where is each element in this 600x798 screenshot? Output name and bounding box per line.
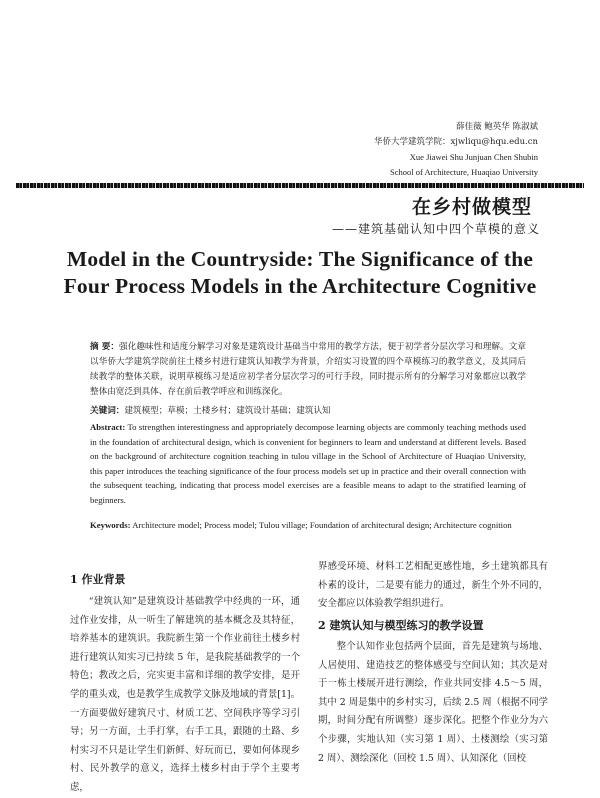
section2-body — [318, 638, 548, 768]
title-en-line2: Four Process Models in the Architecture Cognitive — [63, 274, 537, 298]
keywords-cn-text: 建筑模型；草模；土楼乡村；建筑设计基础；建筑认知 — [124, 406, 331, 416]
section2-heading: 2 建筑认知与模型练习的教学设置 — [318, 619, 484, 632]
author-names-cn: 薛佳薇 鲍英华 陈淑斌 — [456, 122, 538, 132]
keywords-en — [90, 518, 526, 533]
abstract-en — [90, 420, 526, 508]
right-column-top-paragraph: 界感受环境、材料工艺相配更感性地，乡土建筑都具有朴素的设计，二是要有能力的通过，新生个外不同的，安全都应以体验教学组织进行。 — [318, 561, 548, 610]
subtitle-cn: ——建筑基础认知中四个草模的意义 — [331, 222, 540, 236]
title-en-line1: Model in the Countryside: The Significance of the — [66, 247, 534, 271]
section1-heading: 1 作业背景 — [70, 573, 126, 586]
right-column-top — [318, 558, 548, 614]
abstract-cn-label: 摘 要： — [90, 342, 120, 352]
author-affiliation-en: School of Architecture, Huaqiao University — [389, 167, 538, 177]
abstract-en-label: Abstract: — [90, 422, 126, 432]
author-names-en: Xue Jiawei Shu Junjuan Chen Shubin — [409, 152, 538, 162]
section1-body — [70, 593, 300, 798]
author-block — [374, 120, 538, 180]
keywords-en-text: Architecture model; Process model; Tulou village; Foundation of architectural design; Architecture cognition — [132, 520, 512, 530]
header-divider — [16, 183, 584, 188]
abstract-cn — [90, 340, 526, 400]
section1-paragraph: “建筑认知”是建筑设计基础教学中经典的一环，通过作业安排，从一听生了解建筑的基本概念及其特征，培养基本的建筑识。我院新生第一个作业前往土楼乡村进行建筑认知实习已持续 5 年，是我院基础教学的一个特色；教改之后，完实更丰富和详细的教学安排，是开学的重头戏，也是教学生成教学文脉及地域的背景[1]。一方面要做好建筑尺寸、材质工艺、空间秩序等学习引导；另一方面，土手打掌，右手工具，跟随的土路、乡村实习不只是让学生们新鲜、好玩而已，要如何体现乡村、民外教学的意义，选择土楼乡村由于学个主要考虑， — [70, 596, 300, 793]
keywords-cn-label: 关键词： — [90, 406, 125, 416]
abstract-en-text: To strengthen interestingness and appropriately decompose learning objects are commonly teaching methods used in the foundation of architectural design, which is convenient for beginners to learn and understand at different levels. Based on the background of architecture cognition teaching in tulou village in the School of Architecture of Huaqiao University, this paper introduces the teaching significance of the four process models set up in practice and their overall connection with the subsequent teaching, indicating that process model exercises are a feasible means to adapt to the stratified learning of beginners. — [90, 422, 527, 505]
section2-paragraph: 整个认知作业包括两个层面，首先是建筑与场地、人居使用、建造技艺的整体感受与空间认知；其次是对于一栋土楼展开进行测绘，作业共同安排 4.5～5 周，其中 2 周是集中的乡村实习，后续 2.5 周（根据不同学期，时间分配有所调整）逐步深化。把整个作业分为六个步骤，实地认知（实习第 1 周）、土楼测绘（实习第 2 周）、测绘深化（回校 1.5 周）、认知深化（回校 — [318, 641, 548, 764]
abstract-cn-text: 强化趣味性和适度分解学习对象是建筑设计基础当中常用的教学方法，便于初学者分层次学习和理解。文章以华侨大学建筑学院前往土楼乡村进行建筑认知教学为背景，介绍实习设置的四个草模练习的教学意义，及其同后续教学的整体关联，说明草模练习是适应初学者分层次学习的可行手段，同时提示所有的分解学习对象都应以教学整体由宽泛到具体、存在前后教学呼应和训练深化。 — [90, 342, 526, 397]
title-en — [0, 246, 600, 300]
keywords-en-label: Keywords: — [90, 520, 131, 530]
author-affiliation-cn: 华侨大学建筑学院：xjwliqu@hqu.edu.cn — [373, 137, 538, 147]
keywords-cn — [90, 404, 526, 419]
title-cn: 在乡村做模型 — [411, 196, 532, 218]
